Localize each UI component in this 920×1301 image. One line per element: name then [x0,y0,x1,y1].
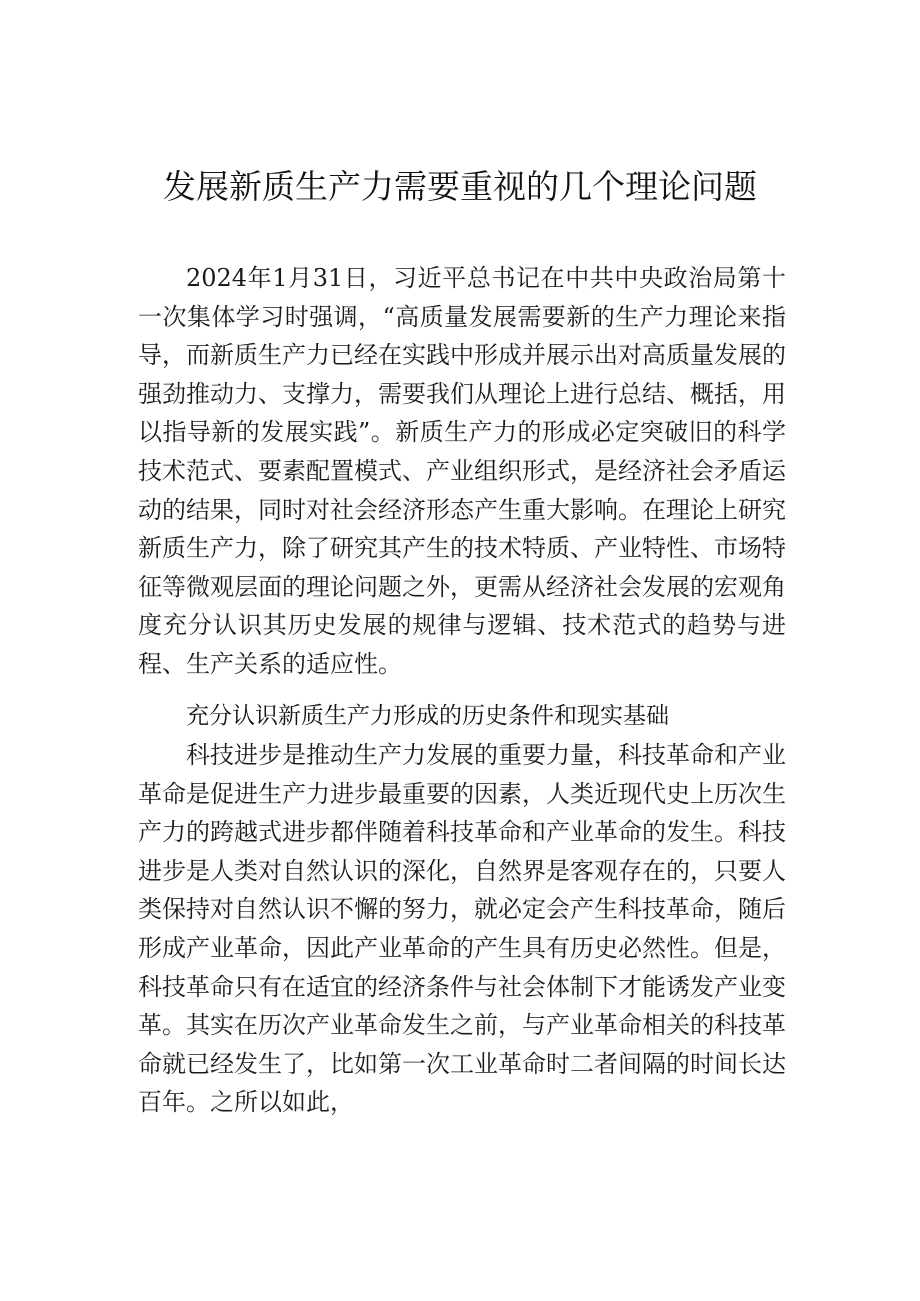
paragraph-section-1: 科技进步是推动生产力发展的重要力量，科技革命和产业革命是促进生产力进步最重要的因素，人类近现代史上历次生产力的跨越式进步都伴随着科技革命和产业革命的发生。科技进步是人类对自然认识的深化，自然界是客观存在的，只要人类保持对自然认识不懈的努力，就必定会产生科技革命，随后形成产业革命，因此产业革命的产生具有历史必然性。但是，科技革命只有在适宜的经济条件与社会体制下才能诱发产业变革。其实在历次产业革命发生之前，与产业革命相关的科技革命就已经发生了，比如第一次工业革命时二者间隔的时间长达百年。之所以如此， [138,741,786,1117]
document-title: 发展新质生产力需要重视的几个理论问题 [163,167,757,206]
paragraph-intro: 2024年1月31日，习近平总书记在中共中央政治局第十一次集体学习时强调，“高质量发展需要新的生产力理论来指导，而新质生产力已经在实践中形成并展示出对高质量发展的强劲推动力、支撑力，需要我们从理论上进行总结、概括，用以指导新的发展实践”。新质生产力的形成必定突破旧的科学技术范式、要素配置模式、产业组织形式，是经济社会矛盾运动的结果，同时对社会经济形态产生重大影响。在理论上研究新质生产力，除了研究其产生的技术特质、产业特性、市场特征等微观层面的理论问题之外，更需从经济社会发展的宏观角度充分认识其历史发展的规律与逻辑、技术范式的趋势与进程、生产关系的适应性。 [138,264,786,678]
section-heading: 充分认识新质生产力形成的历史条件和现实基础 [186,703,669,729]
